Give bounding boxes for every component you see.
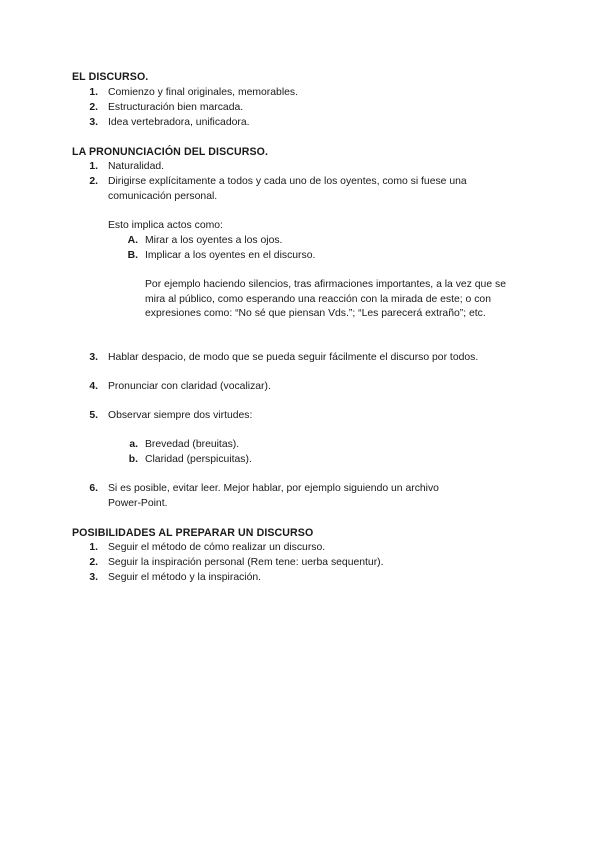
implies-line — [0, 219, 600, 233]
item-number: 3. — [89, 117, 98, 128]
sub-item-letter: b. — [128, 454, 138, 465]
sub-item — [0, 453, 600, 467]
item-text: Estructuración bien marcada. — [108, 102, 244, 113]
sub-item-text: Claridad (perspicuitas). — [145, 454, 252, 465]
list-item — [0, 482, 600, 496]
item-text-line1: Dirigirse explícitamente a todos y cada uno de los oyentes, como si fuese una — [108, 176, 467, 187]
list-item — [0, 541, 600, 555]
sub-item-text: Brevedad (breuitas). — [145, 439, 240, 450]
item-text: Seguir el método de cómo realizar un discurso. — [108, 542, 326, 553]
heading-pronunciacion: LA PRONUNCIACIÓN DEL DISCURSO. — [72, 146, 269, 158]
sub-item-letter: A. — [127, 235, 138, 246]
list-item — [0, 175, 600, 189]
item-number: 1. — [89, 161, 98, 172]
list-item — [0, 160, 600, 174]
item-number: 2. — [89, 102, 98, 113]
item-number: 1. — [89, 87, 98, 98]
list-item — [0, 409, 600, 423]
list-item-continuation — [0, 497, 600, 511]
sub-item-letter: a. — [129, 439, 138, 450]
item-number: 3. — [89, 572, 98, 583]
item-text: Hablar despacio, de modo que se pueda seguir fácilmente el discurso por todos. — [108, 352, 479, 363]
list-item — [0, 351, 600, 365]
item-text: Observar siempre dos virtudes: — [108, 410, 253, 421]
item-number: 2. — [89, 176, 98, 187]
item-number: 4. — [89, 381, 98, 392]
item-text-line2: Power-Point. — [108, 498, 168, 509]
item-text: Comienzo y final originales, memorables. — [108, 87, 298, 98]
item-text: Seguir el método y la inspiración. — [108, 572, 262, 583]
item-number: 2. — [89, 557, 98, 568]
example-paragraph: Por ejemplo haciendo silencios, tras afirmaciones importantes, a la vez que se mira al público, como esperando una reacción con la mirada de este; o con expresiones como: “No sé que piensan Vds.”; “Les parecerá extraño”; etc. — [145, 279, 506, 320]
item-number: 6. — [89, 483, 98, 494]
list-item — [0, 86, 600, 100]
list-item — [0, 380, 600, 394]
sub-item — [0, 438, 600, 452]
item-text: Seguir la inspiración personal (Rem tene: uerba sequentur). — [108, 557, 384, 568]
item-text: Idea vertebradora, unificadora. — [108, 117, 250, 128]
item-text-line1: Si es posible, evitar leer. Mejor hablar, por ejemplo siguiendo un archivo — [108, 483, 439, 494]
item-number: 5. — [89, 410, 98, 421]
list-item — [0, 571, 600, 585]
item-number: 3. — [89, 352, 98, 363]
list-item — [0, 556, 600, 570]
item-text: Pronunciar con claridad (vocalizar). — [108, 381, 271, 392]
sub-item-text: Mirar a los oyentes a los ojos. — [145, 235, 283, 246]
list-item — [0, 116, 600, 130]
heading-posibilidades: POSIBILIDADES AL PREPARAR UN DISCURSO — [72, 527, 314, 539]
item-text: Naturalidad. — [108, 161, 165, 172]
sub-item-letter: B. — [127, 250, 138, 261]
item-text-line2: comunicación personal. — [108, 191, 218, 202]
list-item-continuation — [0, 190, 600, 204]
implies-text: Esto implica actos como: — [108, 220, 223, 231]
item-number: 1. — [89, 542, 98, 553]
list-item — [0, 101, 600, 115]
sub-item-text: Implicar a los oyentes en el discurso. — [145, 250, 316, 261]
sub-item — [0, 249, 600, 263]
sub-item — [0, 234, 600, 248]
heading-el-discurso: EL DISCURSO. — [72, 71, 149, 83]
